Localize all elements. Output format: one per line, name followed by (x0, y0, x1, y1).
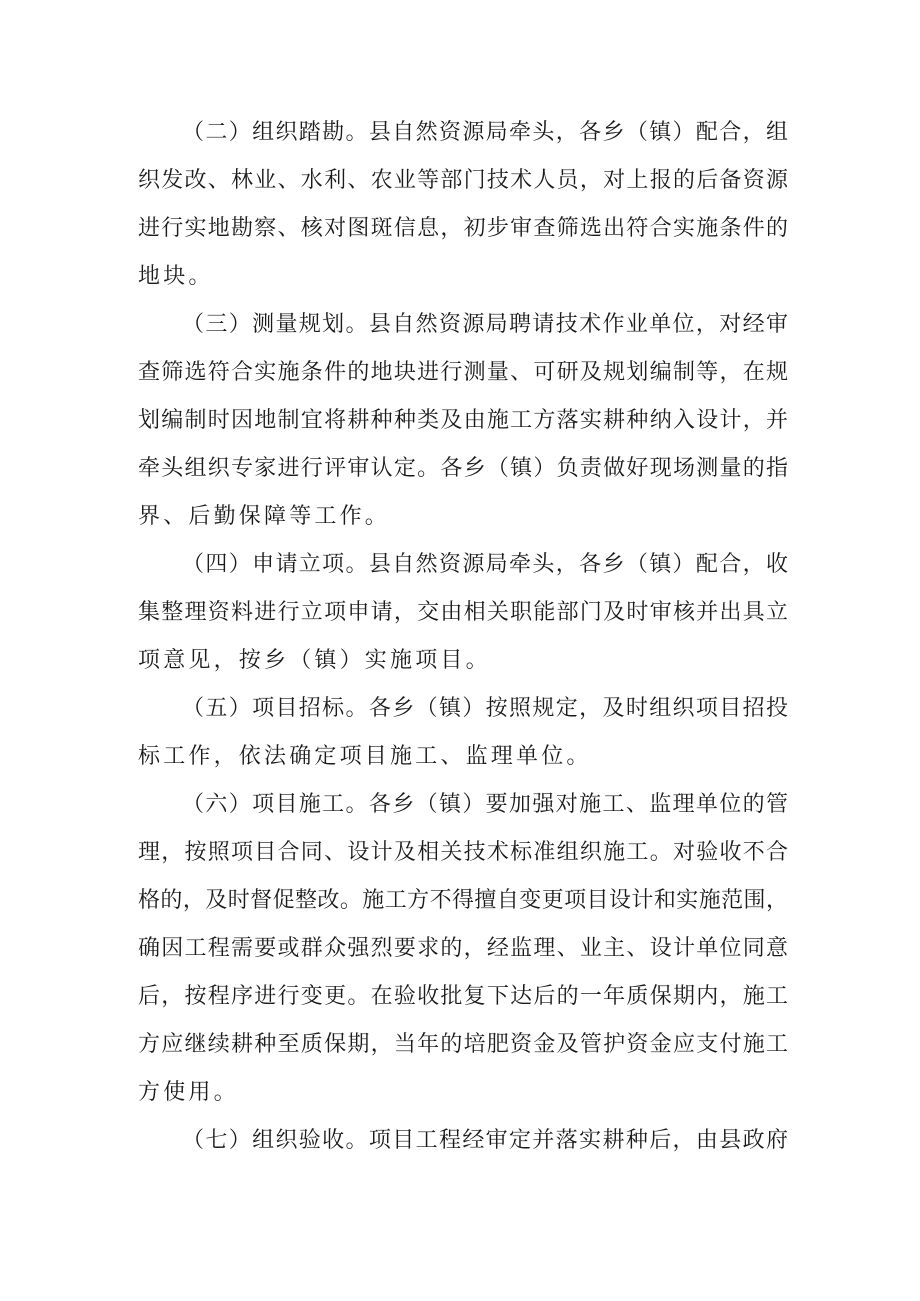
paragraph-line: 项意见，按乡（镇）实施项目。 (138, 648, 491, 673)
paragraph-line: （六）项目施工。各乡（镇）要加强对施工、监理单位的管 (182, 792, 788, 817)
paragraph-line: 进行实地勘察、核对图斑信息，初步审查筛选出符合实施条件的 (138, 216, 788, 241)
paragraph-line: 标工作，依法确定项目施工、监理单位。 (138, 744, 592, 769)
paragraph-line: 查筛选符合实施条件的地块进行测量、可研及规划编制等，在规 (138, 360, 788, 385)
paragraph-line: 界、后勤保障等工作。 (138, 504, 391, 529)
paragraph-line: （二）组织踏勘。县自然资源局牵头，各乡（镇）配合，组 (182, 120, 788, 145)
paragraph-line: 牵头组织专家进行评审认定。各乡（镇）负责做好现场测量的指 (138, 456, 788, 481)
paragraph-line: （七）组织验收。项目工程经审定并落实耕种后，由县政府 (182, 1128, 788, 1153)
paragraph-line: 格的，及时督促整改。施工方不得擅自变更项目设计和实施范围， (138, 888, 788, 913)
paragraph-line: 方使用。 (138, 1080, 239, 1105)
paragraph-line: 地块。 (138, 264, 214, 289)
paragraph-line: 理，按照项目合同、设计及相关技术标准组织施工。对验收不合 (138, 840, 788, 865)
paragraph-line: （五）项目招标。各乡（镇）按照规定，及时组织项目招投 (182, 696, 788, 721)
paragraph-line: （三）测量规划。县自然资源局聘请技术作业单位，对经审 (182, 312, 788, 337)
paragraph-line: 确因工程需要或群众强烈要求的，经监理、业主、设计单位同意 (138, 936, 788, 961)
paragraph-line: 划编制时因地制宜将耕种种类及由施工方落实耕种纳入设计，并 (138, 408, 788, 433)
paragraph-line: 方应继续耕种至质保期，当年的培肥资金及管护资金应支付施工 (138, 1032, 788, 1057)
paragraph-line: 集整理资料进行立项申请，交由相关职能部门及时审核并出具立 (138, 600, 788, 625)
paragraph-line: 后，按程序进行变更。在验收批复下达后的一年质保期内，施工 (138, 984, 788, 1009)
paragraph-line: （四）申请立项。县自然资源局牵头，各乡（镇）配合，收 (182, 552, 788, 577)
paragraph-line: 织发改、林业、水利、农业等部门技术人员，对上报的后备资源 (138, 168, 788, 193)
